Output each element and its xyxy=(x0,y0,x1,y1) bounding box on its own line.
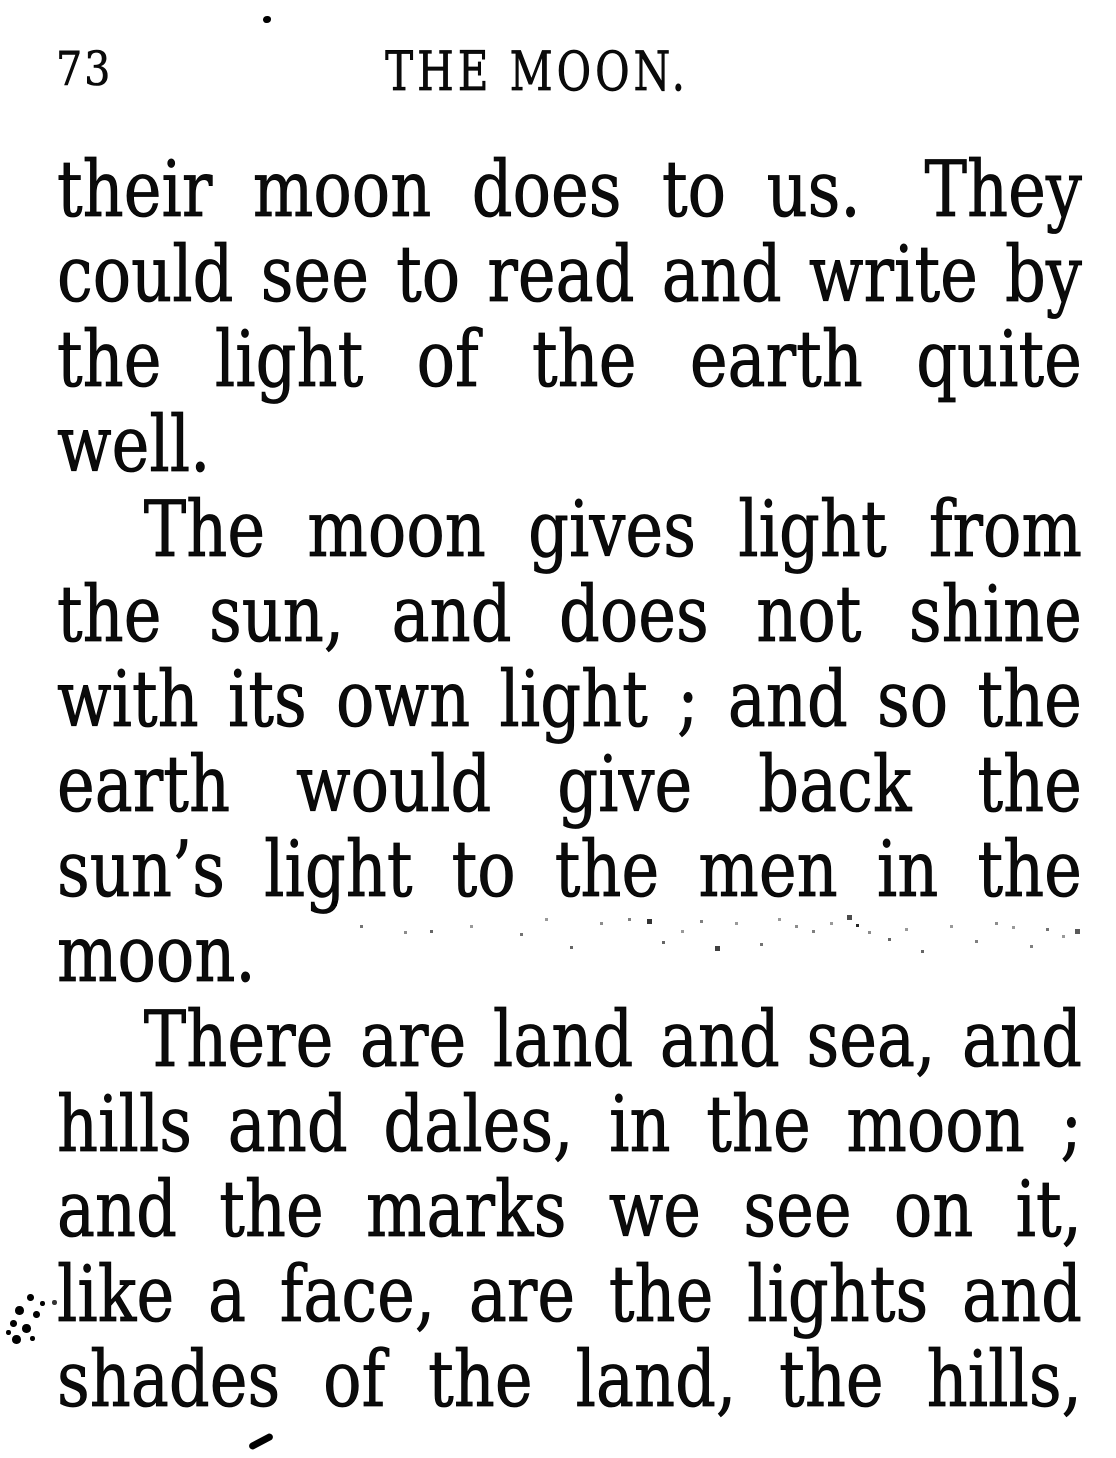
ink-speck xyxy=(263,16,271,23)
page-number: 73 xyxy=(56,42,113,97)
text-line: earth would give back the xyxy=(57,740,1082,830)
text-line: their moon does to us. They xyxy=(57,145,1082,235)
ink-tick xyxy=(248,1432,274,1450)
text-line: the sun, and does not shine xyxy=(57,570,1082,660)
text-line: The moon gives light from xyxy=(143,485,1082,575)
text-line: moon. xyxy=(57,910,256,1000)
text-line: the light of the earth quite xyxy=(57,315,1082,405)
text-line: shades of the land, the hills, xyxy=(57,1335,1082,1425)
text-line: hills and dales, in the moon ; xyxy=(57,1080,1082,1170)
text-line: could see to read and write by xyxy=(57,230,1082,320)
text-line: with its own light ; and so the xyxy=(57,655,1082,745)
text-line: like a face, are the lights and xyxy=(57,1250,1082,1340)
ink-blot xyxy=(0,0,5,5)
text-block xyxy=(57,145,1082,1425)
text-line: well. xyxy=(57,400,211,490)
page-title: THE MOON. xyxy=(385,40,689,103)
text-line: sun’s light to the men in the xyxy=(57,825,1082,915)
text-line: There are land and sea, and xyxy=(143,995,1082,1085)
text-line: and the marks we see on it, xyxy=(57,1165,1082,1255)
